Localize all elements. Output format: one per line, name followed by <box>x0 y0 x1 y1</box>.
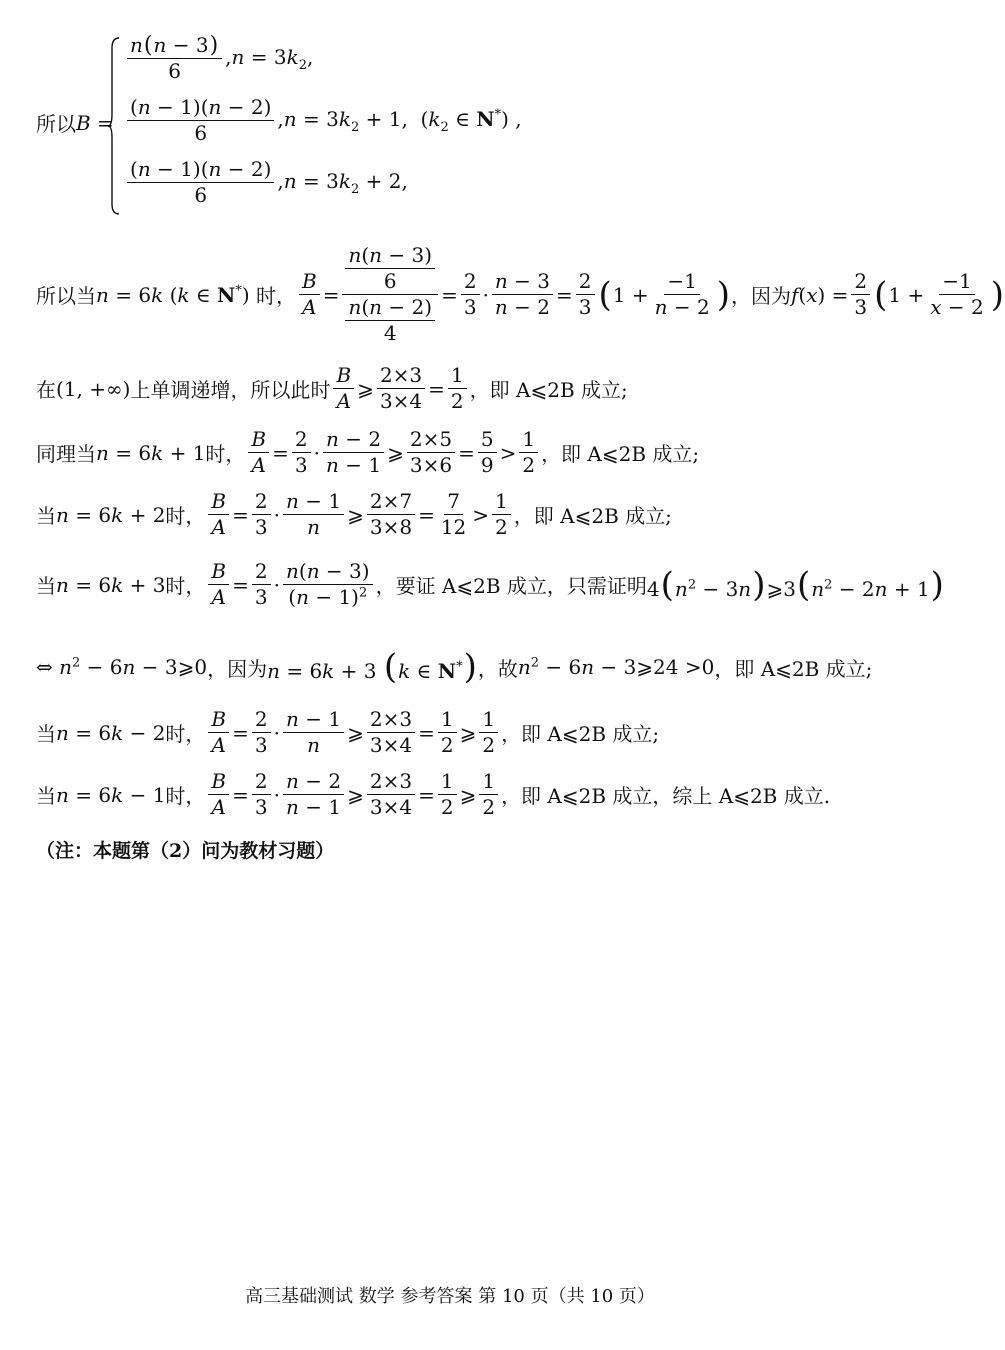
case-6k-plus-2: 当 n = 6k + 2 时， $\frac{B}{A}$ = $\frac{2}{3}$ · $\frac{n - 1}{n}$ ⩾ $\frac{2\times 7}{3\times 8}$ = $\frac{7}{12}$ > $\frac{1}{2}$ ，即 A⩽2B 成立; <box>36 489 672 539</box>
piecewise-case-1: $\frac{n(n - 3)}{6}$ $,n = 3k_2$, <box>124 34 313 83</box>
case-6k-minus-1: 当 n = 6k − 1 时， $\frac{B}{A}$ = $\frac{2}{3}$ · $\frac{n - 2}{n - 1}$ ⩾ $\frac{2\times 3}{3\times 4}$ = $\frac{1}{2}$ ⩾ $\frac{1}{2}$ ，即 A⩽2B 成立，综上 A⩽2B 成立. <box>36 769 831 819</box>
case-6k: 所以当 n = 6k (k ∈ N*) 时， $\frac{B}{A}$ = $\frac{\frac{n(n - 3)}{6}}{\frac{n(n - 2)}{4}}$ = $\frac{2}{3}$ · $\frac{n - 3}{n - 2}$ = $\frac{2}{3}$ ( 1 + $\frac{-1}{n - 2}$ ) ，因为 f(x) = $\frac{2}{3}$ ( 1 + $\frac{-1}{x - 2}$ ) <box>36 243 1004 345</box>
case-6k-minus-2: 当 n = 6k − 2 时， $\frac{B}{A}$ = $\frac{2}{3}$ · $\frac{n - 1}{n}$ ⩾ $\frac{2\times 3}{3\times 4}$ = $\frac{1}{2}$ ⩾ $\frac{1}{2}$ ，即 A⩽2B 成立; <box>36 707 660 757</box>
piecewise-case-2: $\frac{(n - 1)(n - 2)}{6}$ $,n = 3k_2 + 1$, ($k_2$ ∈ N*) , <box>124 96 522 145</box>
equivalence-line: ⇔ $n^2 - 6n$ − 3⩾0 ，因为 n = 6k + 3 (k ∈ N*) ，故 $n^2 - 6n$ − 3⩾24 >0 ，即 A⩽2B 成立; <box>36 647 873 687</box>
note: （注：本题第（2）问为教材习题） <box>36 840 335 862</box>
piecewise-label: 所以 B = <box>36 110 114 136</box>
piecewise-case-3: $\frac{(n - 1)(n - 2)}{6}$ $,n = 3k_2 + 2$, <box>124 158 408 207</box>
monotonic-line: 在 (1, +∞) 上单调递增，所以此时 $\frac{B}{A}$ ⩾ $\frac{2\times 3}{3\times 4}$ = $\frac{1}{2}$ ，即 A⩽2B 成立; <box>36 363 628 413</box>
page-footer: 高三基础测试 数学 参考答案 第 10 页（共 10 页） <box>245 1286 655 1307</box>
case-6k-plus-3: 当 n = 6k + 3 时， $\frac{B}{A}$ = $\frac{2}{3}$ · $\frac{n(n - 3)}{(n - 1)^2}$ ，要证 A⩽2B 成立，只需证明 $4(n^2$ − $3n)⩾3(n^2 - 2n + 1)$ <box>36 559 944 609</box>
case-6k-plus-1: 同理当 n = 6k + 1 时， $\frac{B}{A}$ = $\frac{2}{3}$ · $\frac{n - 2}{n - 1}$ ⩾ $\frac{2\times 5}{3\times 6}$ = $\frac{5}{9}$ > $\frac{1}{2}$ ，即 A⩽2B 成立; <box>36 427 700 477</box>
piecewise-brace <box>108 36 120 216</box>
